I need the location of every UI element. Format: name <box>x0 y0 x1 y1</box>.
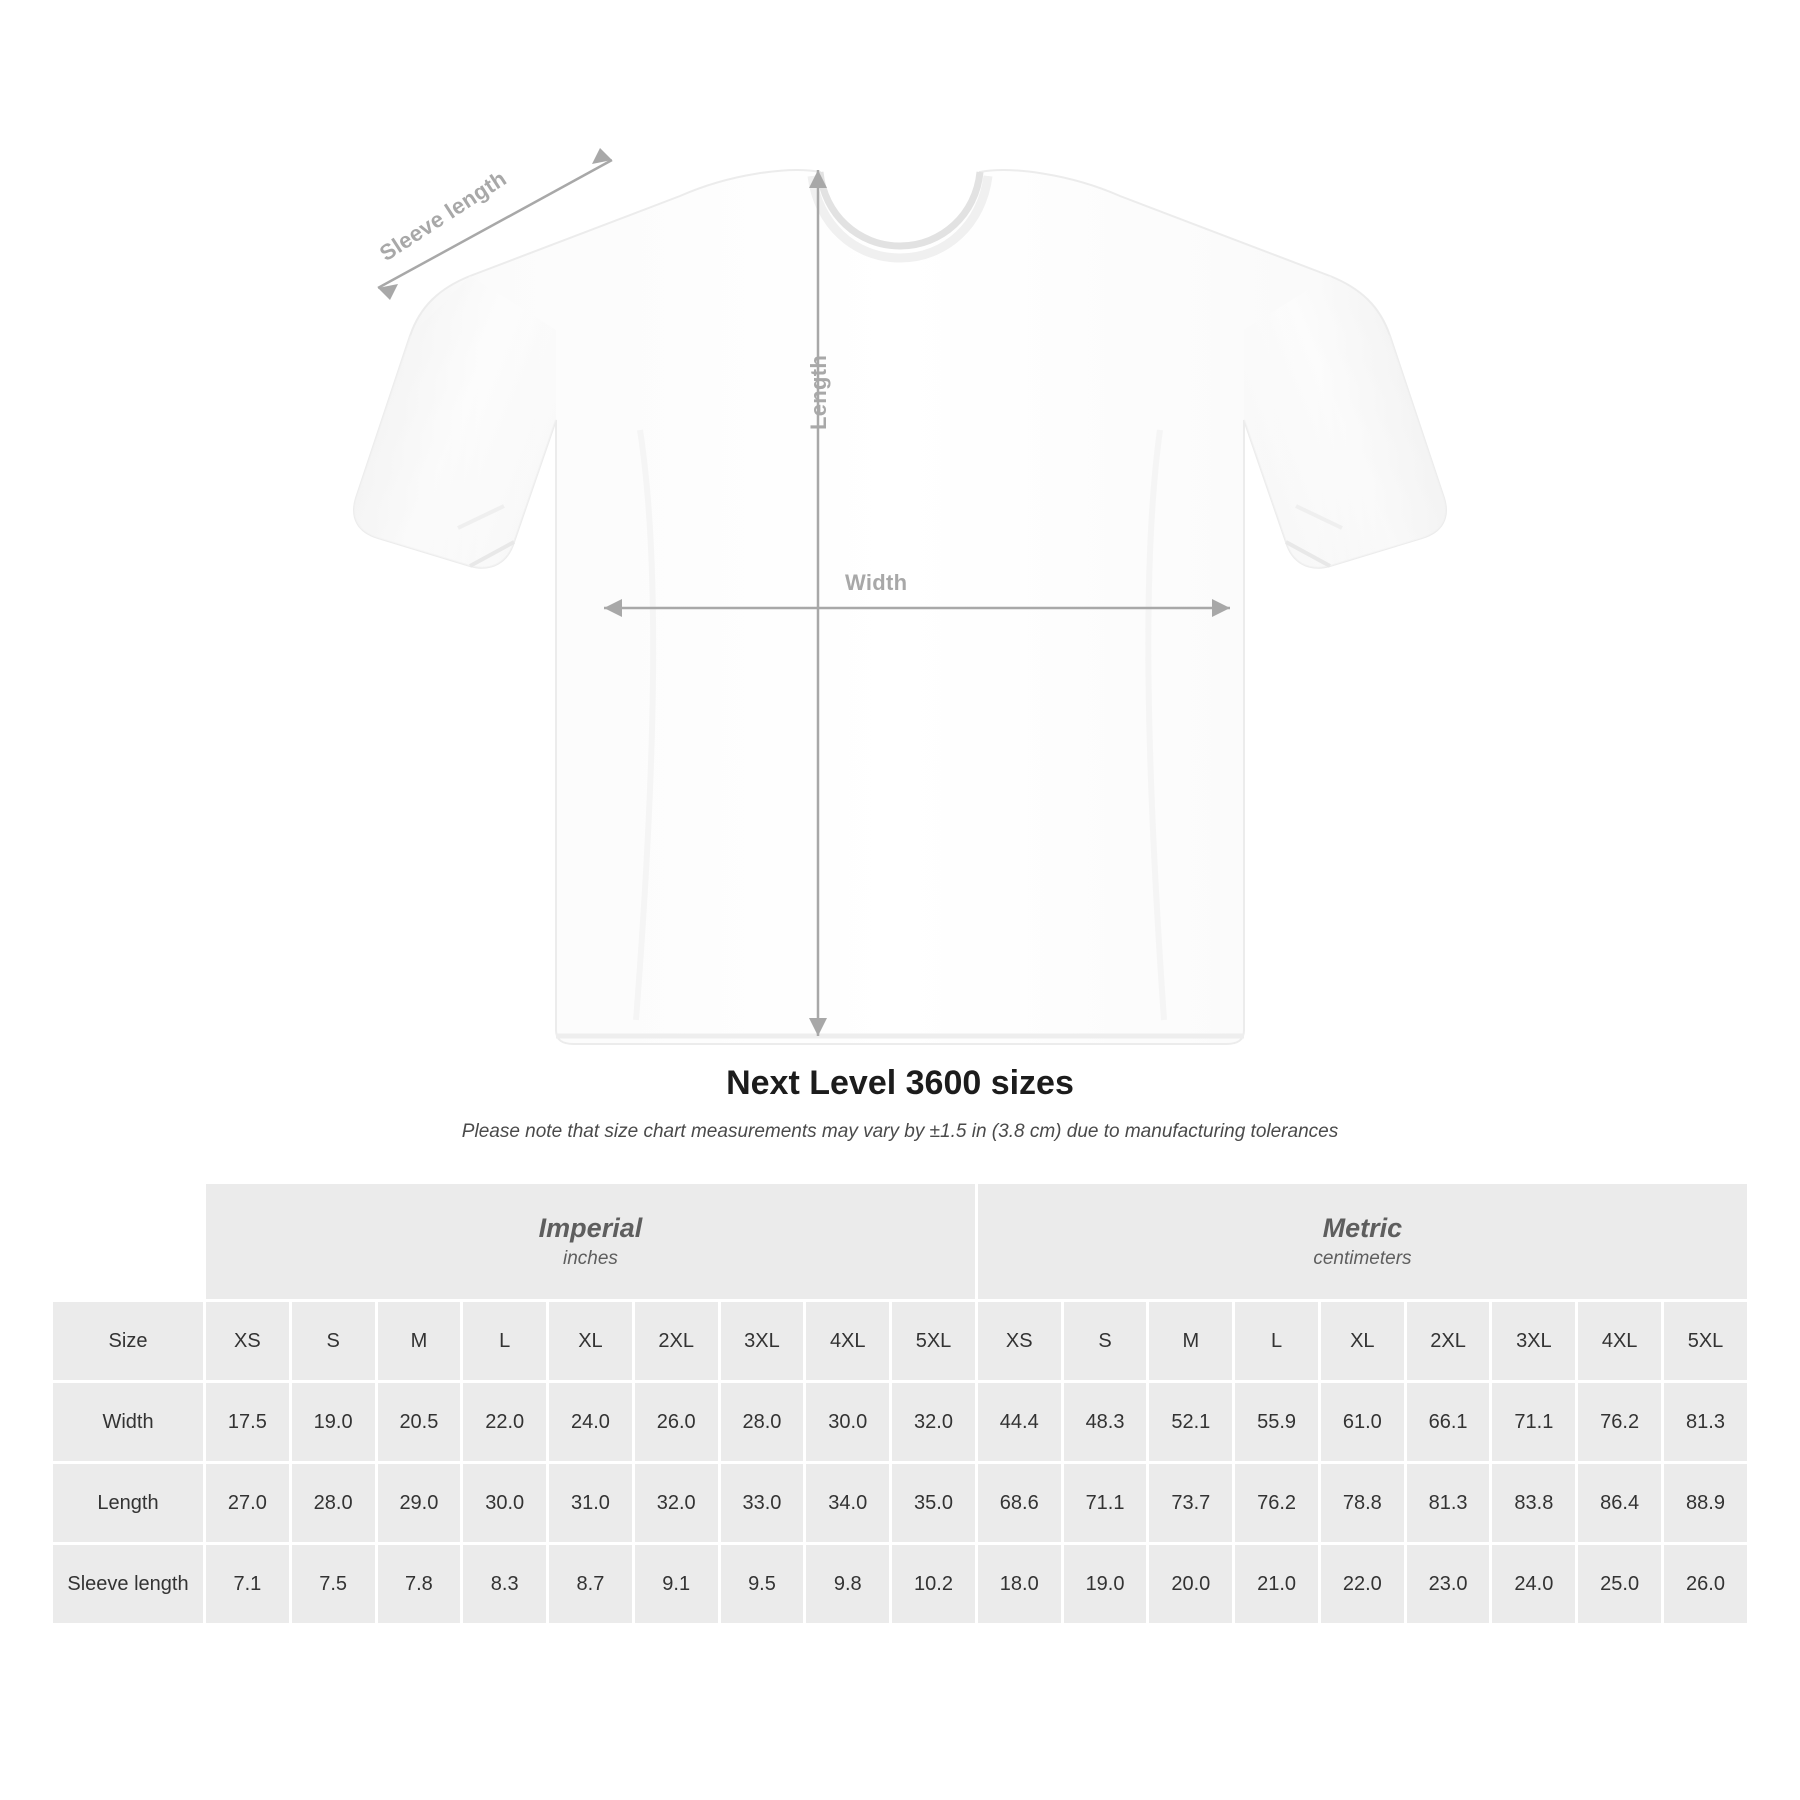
size-table <box>50 1181 1750 1626</box>
title-block <box>0 1064 1800 1143</box>
cell-length-3: 30.0 <box>463 1464 546 1542</box>
cell-length-8: 35.0 <box>892 1464 975 1542</box>
cell-sleeve-9: 18.0 <box>978 1545 1061 1623</box>
cell-length-11: 73.7 <box>1149 1464 1232 1542</box>
table-row <box>53 1545 1747 1623</box>
size-col-3xl-imperial: 3XL <box>721 1302 804 1380</box>
size-col-3xl-metric: 3XL <box>1492 1302 1575 1380</box>
cell-sleeve-7: 9.8 <box>806 1545 889 1623</box>
row-label-width: Width <box>53 1383 203 1461</box>
cell-width-14: 66.1 <box>1407 1383 1490 1461</box>
cell-width-2: 20.5 <box>378 1383 461 1461</box>
cell-sleeve-12: 21.0 <box>1235 1545 1318 1623</box>
cell-width-13: 61.0 <box>1321 1383 1404 1461</box>
cell-sleeve-11: 20.0 <box>1149 1545 1232 1623</box>
size-col-l-imperial: L <box>463 1302 546 1380</box>
size-table-container <box>50 1181 1750 1626</box>
unit-group-imperial <box>206 1184 975 1299</box>
cell-sleeve-14: 23.0 <box>1407 1545 1490 1623</box>
cell-sleeve-8: 10.2 <box>892 1545 975 1623</box>
size-col-2xl-imperial: 2XL <box>635 1302 718 1380</box>
unit-group-imperial-name: Imperial <box>538 1212 643 1243</box>
size-col-s-imperial: S <box>292 1302 375 1380</box>
cell-length-5: 32.0 <box>635 1464 718 1542</box>
cell-length-9: 68.6 <box>978 1464 1061 1542</box>
unit-group-metric <box>978 1184 1747 1299</box>
cell-sleeve-4: 8.7 <box>549 1545 632 1623</box>
cell-sleeve-2: 7.8 <box>378 1545 461 1623</box>
size-col-4xl-metric: 4XL <box>1578 1302 1661 1380</box>
cell-length-14: 81.3 <box>1407 1464 1490 1542</box>
cell-sleeve-10: 19.0 <box>1064 1545 1147 1623</box>
page-title: Next Level 3600 sizes <box>726 1064 1074 1102</box>
cell-sleeve-13: 22.0 <box>1321 1545 1404 1623</box>
size-col-m-imperial: M <box>378 1302 461 1380</box>
table-corner-cell <box>53 1184 203 1299</box>
cell-width-9: 44.4 <box>978 1383 1061 1461</box>
cell-width-8: 32.0 <box>892 1383 975 1461</box>
cell-width-0: 17.5 <box>206 1383 289 1461</box>
cell-width-4: 24.0 <box>549 1383 632 1461</box>
table-row <box>53 1464 1747 1542</box>
cell-length-0: 27.0 <box>206 1464 289 1542</box>
cell-width-6: 28.0 <box>721 1383 804 1461</box>
size-col-m-metric: M <box>1149 1302 1232 1380</box>
size-col-xl-imperial: XL <box>549 1302 632 1380</box>
unit-header-row <box>53 1184 1747 1299</box>
cell-width-3: 22.0 <box>463 1383 546 1461</box>
size-row-label: Size <box>53 1302 203 1380</box>
cell-sleeve-1: 7.5 <box>292 1545 375 1623</box>
length-dimension-label: Length <box>806 354 831 430</box>
cell-sleeve-6: 9.5 <box>721 1545 804 1623</box>
cell-width-16: 76.2 <box>1578 1383 1661 1461</box>
cell-width-10: 48.3 <box>1064 1383 1147 1461</box>
unit-group-metric-name: Metric <box>1322 1212 1403 1243</box>
cell-length-7: 34.0 <box>806 1464 889 1542</box>
cell-length-6: 33.0 <box>721 1464 804 1542</box>
row-label-sleeve-length: Sleeve length <box>53 1545 203 1623</box>
table-row <box>53 1383 1747 1461</box>
size-col-5xl-imperial: 5XL <box>892 1302 975 1380</box>
cell-length-2: 29.0 <box>378 1464 461 1542</box>
cell-sleeve-16: 25.0 <box>1578 1545 1661 1623</box>
cell-sleeve-0: 7.1 <box>206 1545 289 1623</box>
unit-group-metric-sub: centimeters <box>1313 1247 1412 1269</box>
size-col-xs-metric: XS <box>978 1302 1061 1380</box>
cell-sleeve-17: 26.0 <box>1664 1545 1747 1623</box>
size-header-row <box>53 1302 1747 1380</box>
cell-width-1: 19.0 <box>292 1383 375 1461</box>
cell-length-13: 78.8 <box>1321 1464 1404 1542</box>
cell-length-16: 86.4 <box>1578 1464 1661 1542</box>
cell-sleeve-15: 24.0 <box>1492 1545 1575 1623</box>
size-col-xs-imperial: XS <box>206 1302 289 1380</box>
cell-width-15: 71.1 <box>1492 1383 1575 1461</box>
cell-length-1: 28.0 <box>292 1464 375 1542</box>
unit-group-imperial-sub: inches <box>562 1247 618 1269</box>
size-col-xl-metric: XL <box>1321 1302 1404 1380</box>
row-label-length: Length <box>53 1464 203 1542</box>
tolerance-note: Please note that size chart measurements may vary by ±1.5 in (3.8 cm) due to manufacturing tolerances <box>461 1121 1339 1142</box>
cell-length-4: 31.0 <box>549 1464 632 1542</box>
cell-width-11: 52.1 <box>1149 1383 1232 1461</box>
size-col-s-metric: S <box>1064 1302 1147 1380</box>
cell-length-10: 71.1 <box>1064 1464 1147 1542</box>
cell-length-12: 76.2 <box>1235 1464 1318 1542</box>
cell-width-5: 26.0 <box>635 1383 718 1461</box>
width-dimension-label: Width <box>845 570 908 595</box>
cell-width-17: 81.3 <box>1664 1383 1747 1461</box>
sleeve-length-dimension-label: Sleeve length <box>375 165 511 266</box>
cell-width-7: 30.0 <box>806 1383 889 1461</box>
cell-sleeve-5: 9.1 <box>635 1545 718 1623</box>
cell-length-17: 88.9 <box>1664 1464 1747 1542</box>
size-col-l-metric: L <box>1235 1302 1318 1380</box>
cell-width-12: 55.9 <box>1235 1383 1318 1461</box>
cell-length-15: 83.8 <box>1492 1464 1575 1542</box>
cell-sleeve-3: 8.3 <box>463 1545 546 1623</box>
size-col-4xl-imperial: 4XL <box>806 1302 889 1380</box>
size-col-2xl-metric: 2XL <box>1407 1302 1490 1380</box>
size-col-5xl-metric: 5XL <box>1664 1302 1747 1380</box>
